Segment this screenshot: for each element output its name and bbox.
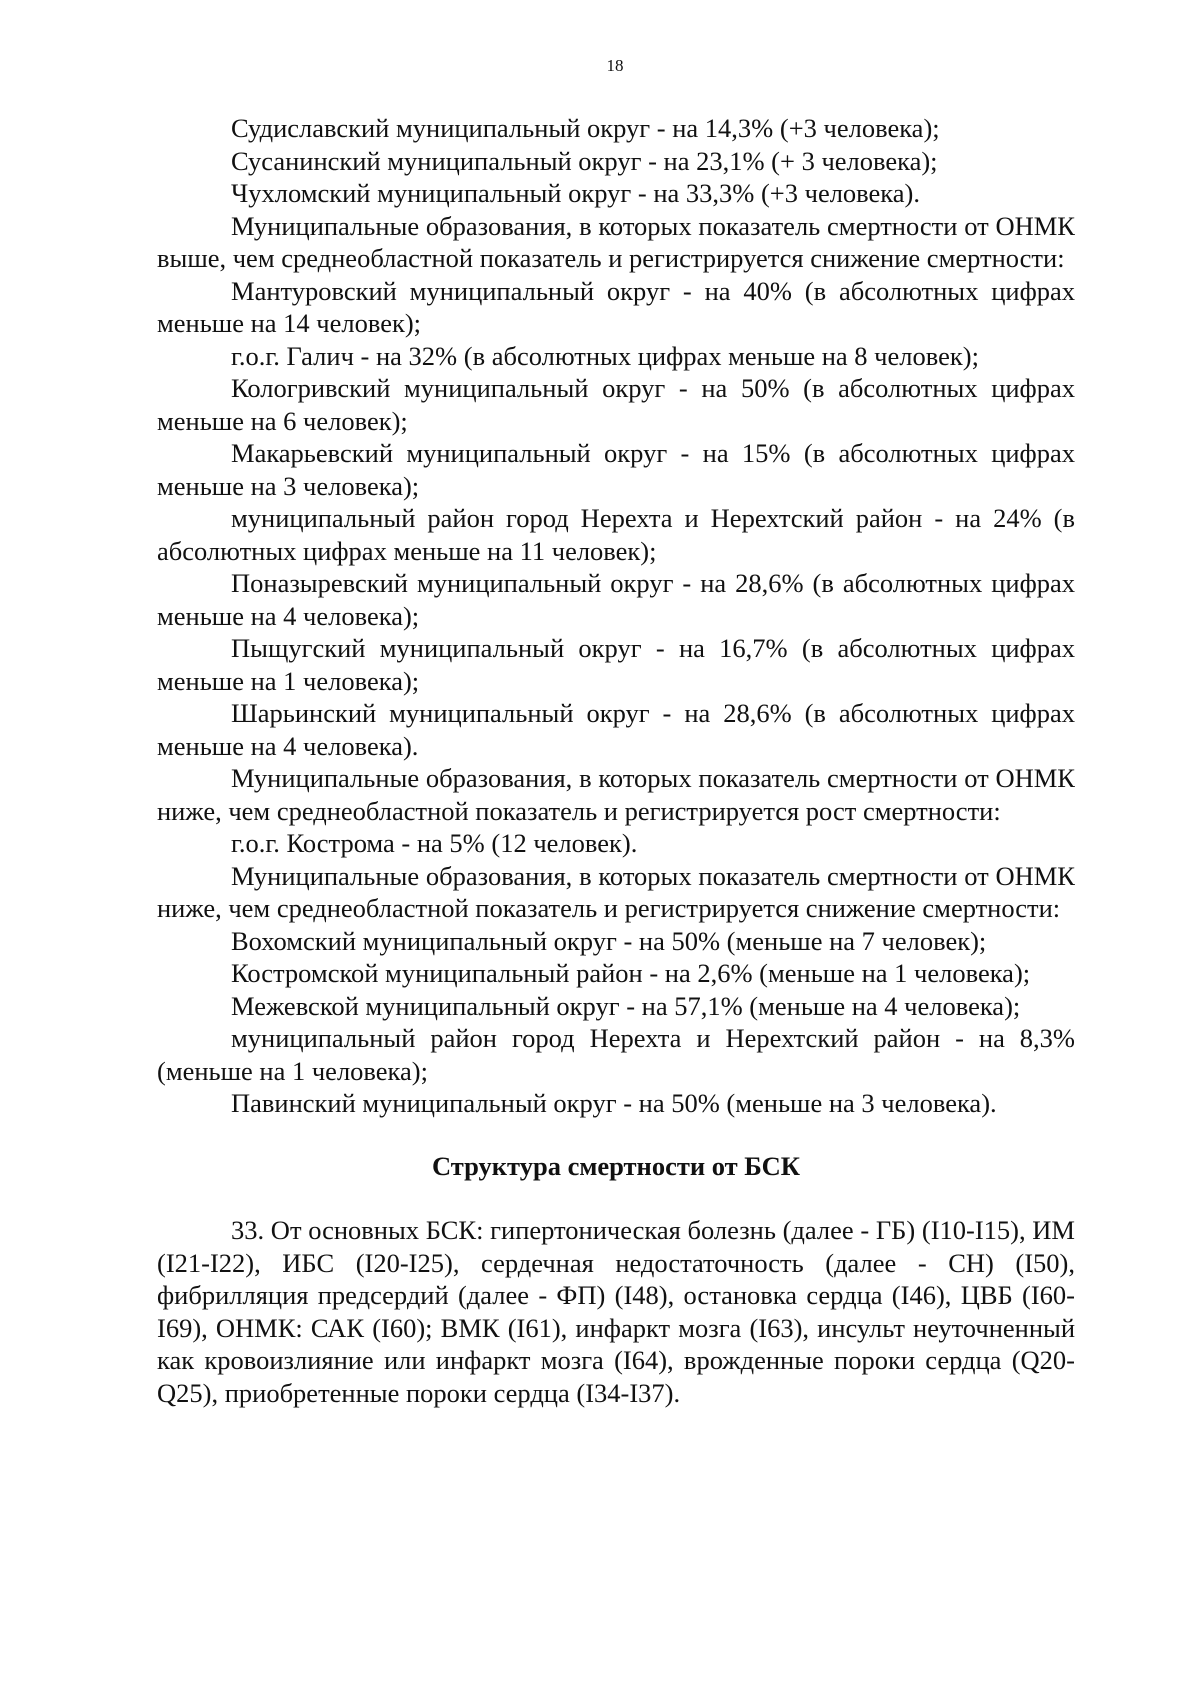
list-item: Пыщугский муниципальный округ - на 16,7% (в абсолютных цифрах меньше на 1 человека); [157,633,1075,696]
list-item: муниципальный район город Нерехта и Нерехтский район - на 24% (в абсолютных цифрах меньше на 11 человек); [157,503,1075,566]
list-item: Судиславский муниципальный округ - на 14,3% (+3 человека); [231,113,940,143]
group-intro-paragraph: Муниципальные образования, в которых показатель смертности от ОНМК ниже, чем среднеобластной показатель и регистрируется снижение смертности: [157,860,1075,923]
list-item: Сусанинский муниципальный округ - на 23,1% (+ 3 человека); [231,145,938,176]
body-paragraph: 33. От основных БСК: гипертоническая болезнь (далее - ГБ) (I10-I15), ИМ (I21-I22), ИБС (I20-I25), сердечная недостаточность (далее - СН) (I50), фибрилляция предсердий (далее - ФП) (I48), остановка сердца (I46), ЦВБ (I60-I69), ОНМК: САК (I60); ВМК (I61), инфаркт мозга (I63), инсульт неуточненный как кровоизлияние или инфаркт мозга (I64), врожденные пороки сердца (Q20-Q25), приобретенные пороки сердца (I34-I37). [157,1215,1075,1408]
list-item: Павинский муниципальный округ - на 50% (меньше на 3 человека). [231,1088,997,1118]
list-item: г.о.г. Галич - на 32% (в абсолютных цифрах меньше на 8 человек); [231,340,979,371]
group-intro-paragraph: Муниципальные образования, в которых показатель смертности от ОНМК выше, чем среднеобластной показатель и регистрируется снижение смертности: [157,210,1075,273]
list-item: Вохомский муниципальный округ - на 50% (меньше на 7 человек); [231,925,987,956]
page-number: 18 [606,56,624,75]
document-body [157,112,1075,1409]
list-item: Шарьинский муниципальный округ - на 28,6% (в абсолютных цифрах меньше на 4 человека). [157,698,1075,761]
list-item: Чухломский муниципальный округ - на 33,3% (+3 человека). [231,178,920,208]
list-item: Поназыревский муниципальный округ - на 28,6% (в абсолютных цифрах меньше на 4 человека); [157,568,1075,631]
list-item: Мантуровский муниципальный округ - на 40% (в абсолютных цифрах меньше на 14 человек); [157,275,1075,338]
list-item: Костромской муниципальный район - на 2,6% (меньше на 1 человека); [231,958,1031,988]
group-intro-paragraph: Муниципальные образования, в которых показатель смертности от ОНМК ниже, чем среднеобластной показатель и регистрируется рост смертности: [157,763,1075,826]
section-heading: Структура смертности от БСК [432,1150,800,1181]
list-item: Макарьевский муниципальный округ - на 15% (в абсолютных цифрах меньше на 3 человека); [157,438,1075,501]
list-item: г.о.г. Кострома - на 5% (12 человек). [231,828,638,858]
list-item: Межевской муниципальный округ - на 57,1% (меньше на 4 человека); [231,990,1021,1021]
list-item: Кологривский муниципальный округ - на 50% (в абсолютных цифрах меньше на 6 человек); [157,373,1075,436]
list-item: муниципальный район город Нерехта и Нерехтский район - на 8,3% (меньше на 1 человека); [157,1023,1075,1086]
